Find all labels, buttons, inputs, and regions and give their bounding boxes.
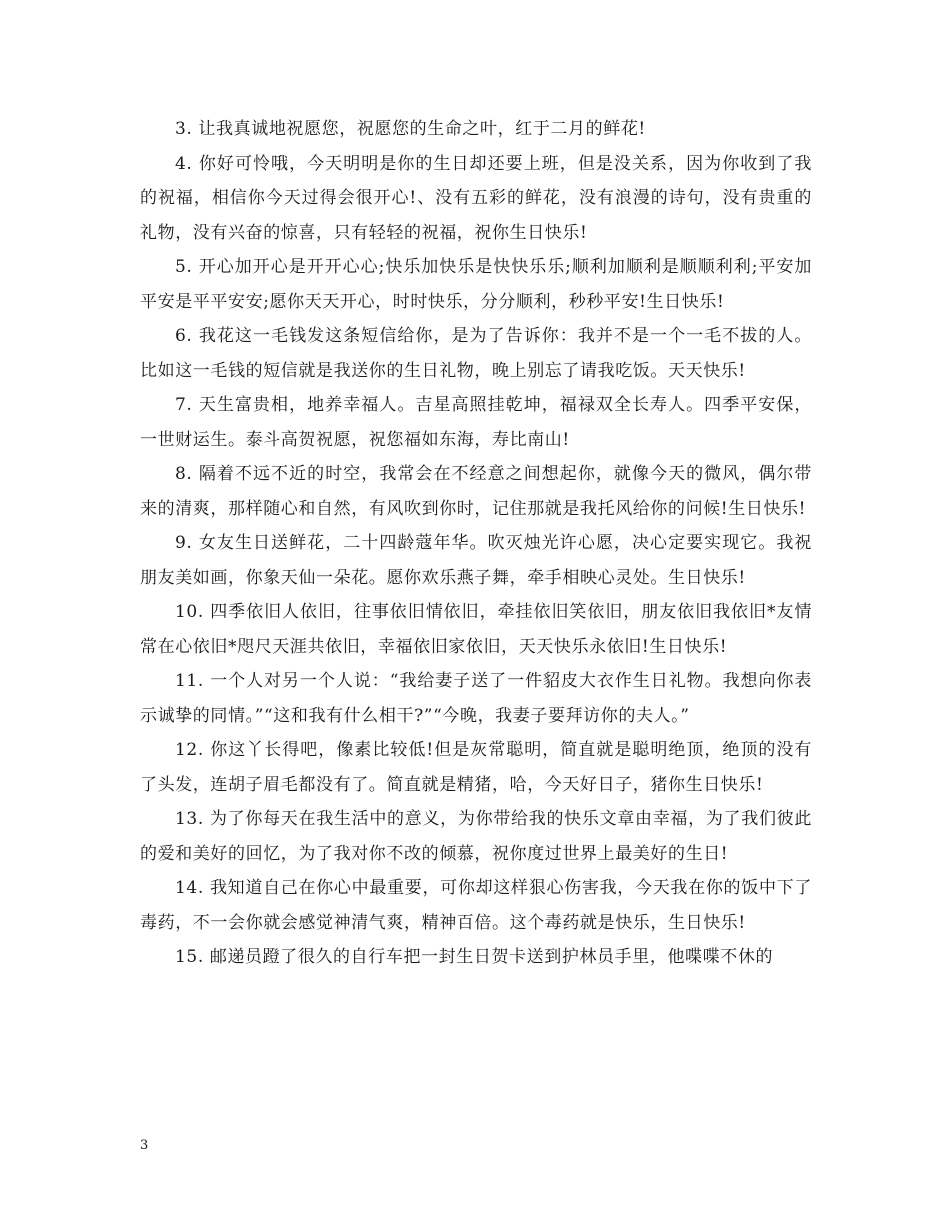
- page-number: 3: [140, 1138, 149, 1153]
- paragraph-7: 7. 天生富贵相，地养幸福人。吉星高照挂乾坤，福禄双全长寿人。四季平安保，一世财运生。泰斗高贺祝愿，祝您福如东海，寿比南山!: [140, 395, 812, 450]
- paragraph-8: 8. 隔着不远不近的时空，我常会在不经意之间想起你，就像今天的微风，偶尔带来的清爽，那样随心和自然，有风吹到你时，记住那就是我托风给你的问候!生日快乐!: [140, 464, 812, 519]
- paragraph-5: 5. 开心加开心是开开心心;快乐加快乐是快快乐乐;顺利加顺利是顺顺利利;平安加平安是平平安安;愿你天天开心，时时快乐，分分顺利，秒秒平安!生日快乐!: [140, 257, 812, 312]
- paragraph-11: 11. 一个人对另一个人说：“我给妻子送了一件貂皮大衣作生日礼物。我想向你表示诚挚的同情。”“这和我有什么相干?”“今晚，我妻子要拜访你的夫人。”: [140, 671, 812, 726]
- paragraph-14: 14. 我知道自己在你心中最重要，可你却这样狠心伤害我，今天我在你的饭中下了毒药，不一会你就会感觉神清气爽，精神百倍。这个毒药就是快乐，生日快乐!: [140, 878, 812, 933]
- paragraph-15: 15. 邮递员蹬了很久的自行车把一封生日贺卡送到护林员手里，他喋喋不休的: [175, 947, 774, 967]
- paragraph-6: 6. 我花这一毛钱发这条短信给你，是为了告诉你：我并不是一个一毛不拔的人。比如这一毛钱的短信就是我送你的生日礼物，晚上别忘了请我吃饭。天天快乐!: [140, 326, 812, 381]
- paragraph-9: 9. 女友生日送鲜花，二十四龄蔻年华。吹灭烛光许心愿，决心定要实现它。我祝朋友美如画，你象天仙一朵花。愿你欢乐燕子舞，牵手相映心灵处。生日快乐!: [140, 533, 812, 588]
- paragraph-12: 12. 你这丫长得吧，像素比较低!但是灰常聪明，简直就是聪明绝顶，绝顶的没有了头发，连胡子眉毛都没有了。简直就是精猪，哈，今天好日子，猪你生日快乐!: [140, 740, 812, 795]
- paragraph-13: 13. 为了你每天在我生活中的意义，为你带给我的快乐文章由幸福，为了我们彼此的爱和美好的回忆，为了我对你不改的倾慕，祝你度过世界上最美好的生日!: [140, 809, 812, 864]
- paragraph-3: 3. 让我真诚地祝愿您，祝愿您的生命之叶，红于二月的鲜花!: [175, 119, 646, 139]
- paragraph-10: 10. 四季依旧人依旧，往事依旧情依旧，牵挂依旧笑依旧，朋友依旧我依旧*友情常在心依旧*咫尺天涯共依旧，幸福依旧家依旧，天天快乐永依旧!生日快乐!: [140, 602, 812, 657]
- body-text: [140, 112, 812, 975]
- paragraph-4: 4. 你好可怜哦，今天明明是你的生日却还要上班，但是没关系，因为你收到了我的祝福，相信你今天过得会很开心!、没有五彩的鲜花，没有浪漫的诗句，没有贵重的礼物，没有兴奋的惊喜，只有轻轻的祝福，祝你生日快乐!: [140, 153, 812, 243]
